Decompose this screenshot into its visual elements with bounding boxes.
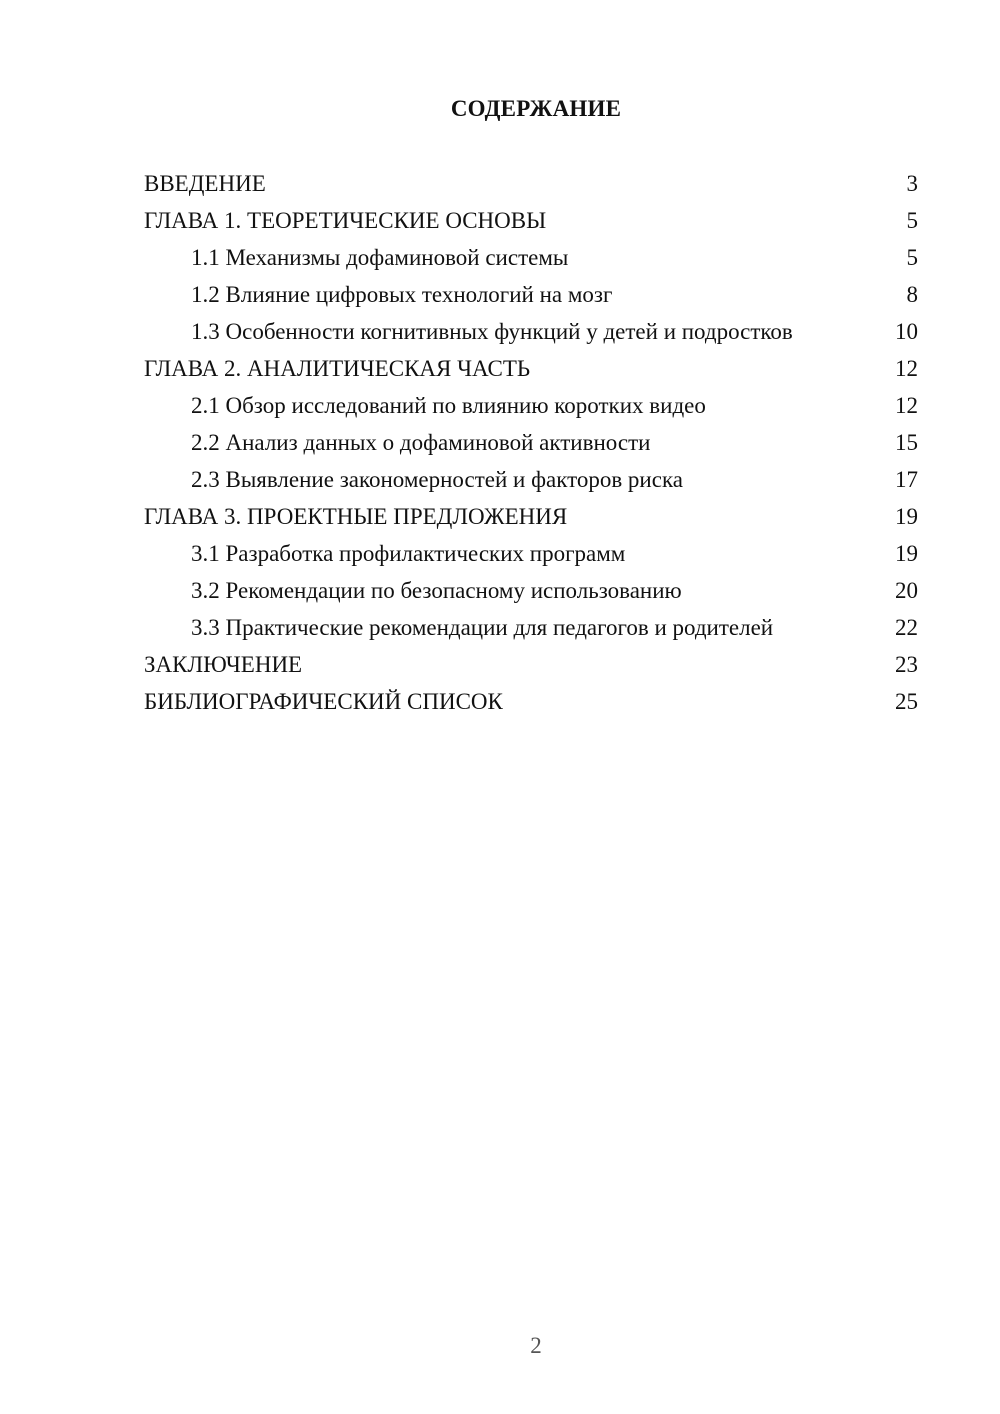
toc-entry-page: 3: [906, 171, 918, 196]
toc-entry-page: 17: [895, 467, 918, 492]
toc-entry-page: 12: [895, 356, 918, 381]
toc-entry-title: 3.1 Разработка профилактических программ: [191, 541, 626, 566]
page-title: СОДЕРЖАНИЕ: [450, 96, 622, 121]
toc-entry-page: 20: [895, 578, 918, 603]
toc-subentry[interactable]: [144, 392, 918, 419]
page-number: 2: [530, 1333, 542, 1358]
toc-entry-page: 15: [895, 430, 918, 455]
toc-subentry[interactable]: [144, 577, 918, 604]
toc-entry-title: ЗАКЛЮЧЕНИЕ: [144, 652, 303, 677]
toc-entry-title: 1.3 Особенности когнитивных функций у детей и подростков: [191, 319, 793, 344]
toc-entry[interactable]: [144, 688, 918, 715]
toc-entry-title: ГЛАВА 2. АНАЛИТИЧЕСКАЯ ЧАСТЬ: [144, 356, 531, 381]
toc-entry[interactable]: [144, 503, 918, 530]
table-of-contents: [144, 170, 918, 725]
toc-entry-title: ГЛАВА 3. ПРОЕКТНЫЕ ПРЕДЛОЖЕНИЯ: [144, 504, 568, 529]
toc-entry[interactable]: [144, 170, 918, 197]
toc-entry[interactable]: [144, 207, 918, 234]
toc-entry-page: 25: [895, 689, 918, 714]
toc-entry-page: 10: [895, 319, 918, 344]
toc-entry-title: ВВЕДЕНИЕ: [144, 171, 266, 196]
toc-subentry[interactable]: [144, 429, 918, 456]
toc-entry-title: 2.2 Анализ данных о дофаминовой активности: [191, 430, 651, 455]
toc-entry-title: 2.3 Выявление закономерностей и факторов риска: [191, 467, 683, 492]
toc-subentry[interactable]: [144, 244, 918, 271]
toc-entry-title: 1.2 Влияние цифровых технологий на мозг: [191, 282, 613, 307]
toc-entry-page: 12: [895, 393, 918, 418]
toc-subentry[interactable]: [144, 466, 918, 493]
toc-subentry[interactable]: [144, 614, 918, 641]
toc-entry-page: 5: [906, 245, 918, 270]
toc-subentry[interactable]: [144, 281, 918, 308]
toc-entry-page: 23: [895, 652, 918, 677]
toc-entry-page: 8: [906, 282, 918, 307]
toc-entry-page: 19: [895, 541, 918, 566]
toc-entry-title: ГЛАВА 1. ТЕОРЕТИЧЕСКИЕ ОСНОВЫ: [144, 208, 547, 233]
toc-entry[interactable]: [144, 651, 918, 678]
toc-entry-title: 3.3 Практические рекомендации для педагогов и родителей: [191, 615, 774, 640]
toc-subentry[interactable]: [144, 540, 918, 567]
toc-entry-page: 5: [906, 208, 918, 233]
toc-entry-page: 22: [895, 615, 918, 640]
toc-entry-title: 3.2 Рекомендации по безопасному использованию: [191, 578, 682, 603]
toc-entry-title: 1.1 Механизмы дофаминовой системы: [191, 245, 569, 270]
toc-entry[interactable]: [144, 355, 918, 382]
toc-entry-title: БИБЛИОГРАФИЧЕСКИЙ СПИСОК: [144, 689, 503, 714]
toc-entry-title: 2.1 Обзор исследований по влиянию коротких видео: [191, 393, 706, 418]
toc-subentry[interactable]: [144, 318, 918, 345]
toc-entry-page: 19: [895, 504, 918, 529]
